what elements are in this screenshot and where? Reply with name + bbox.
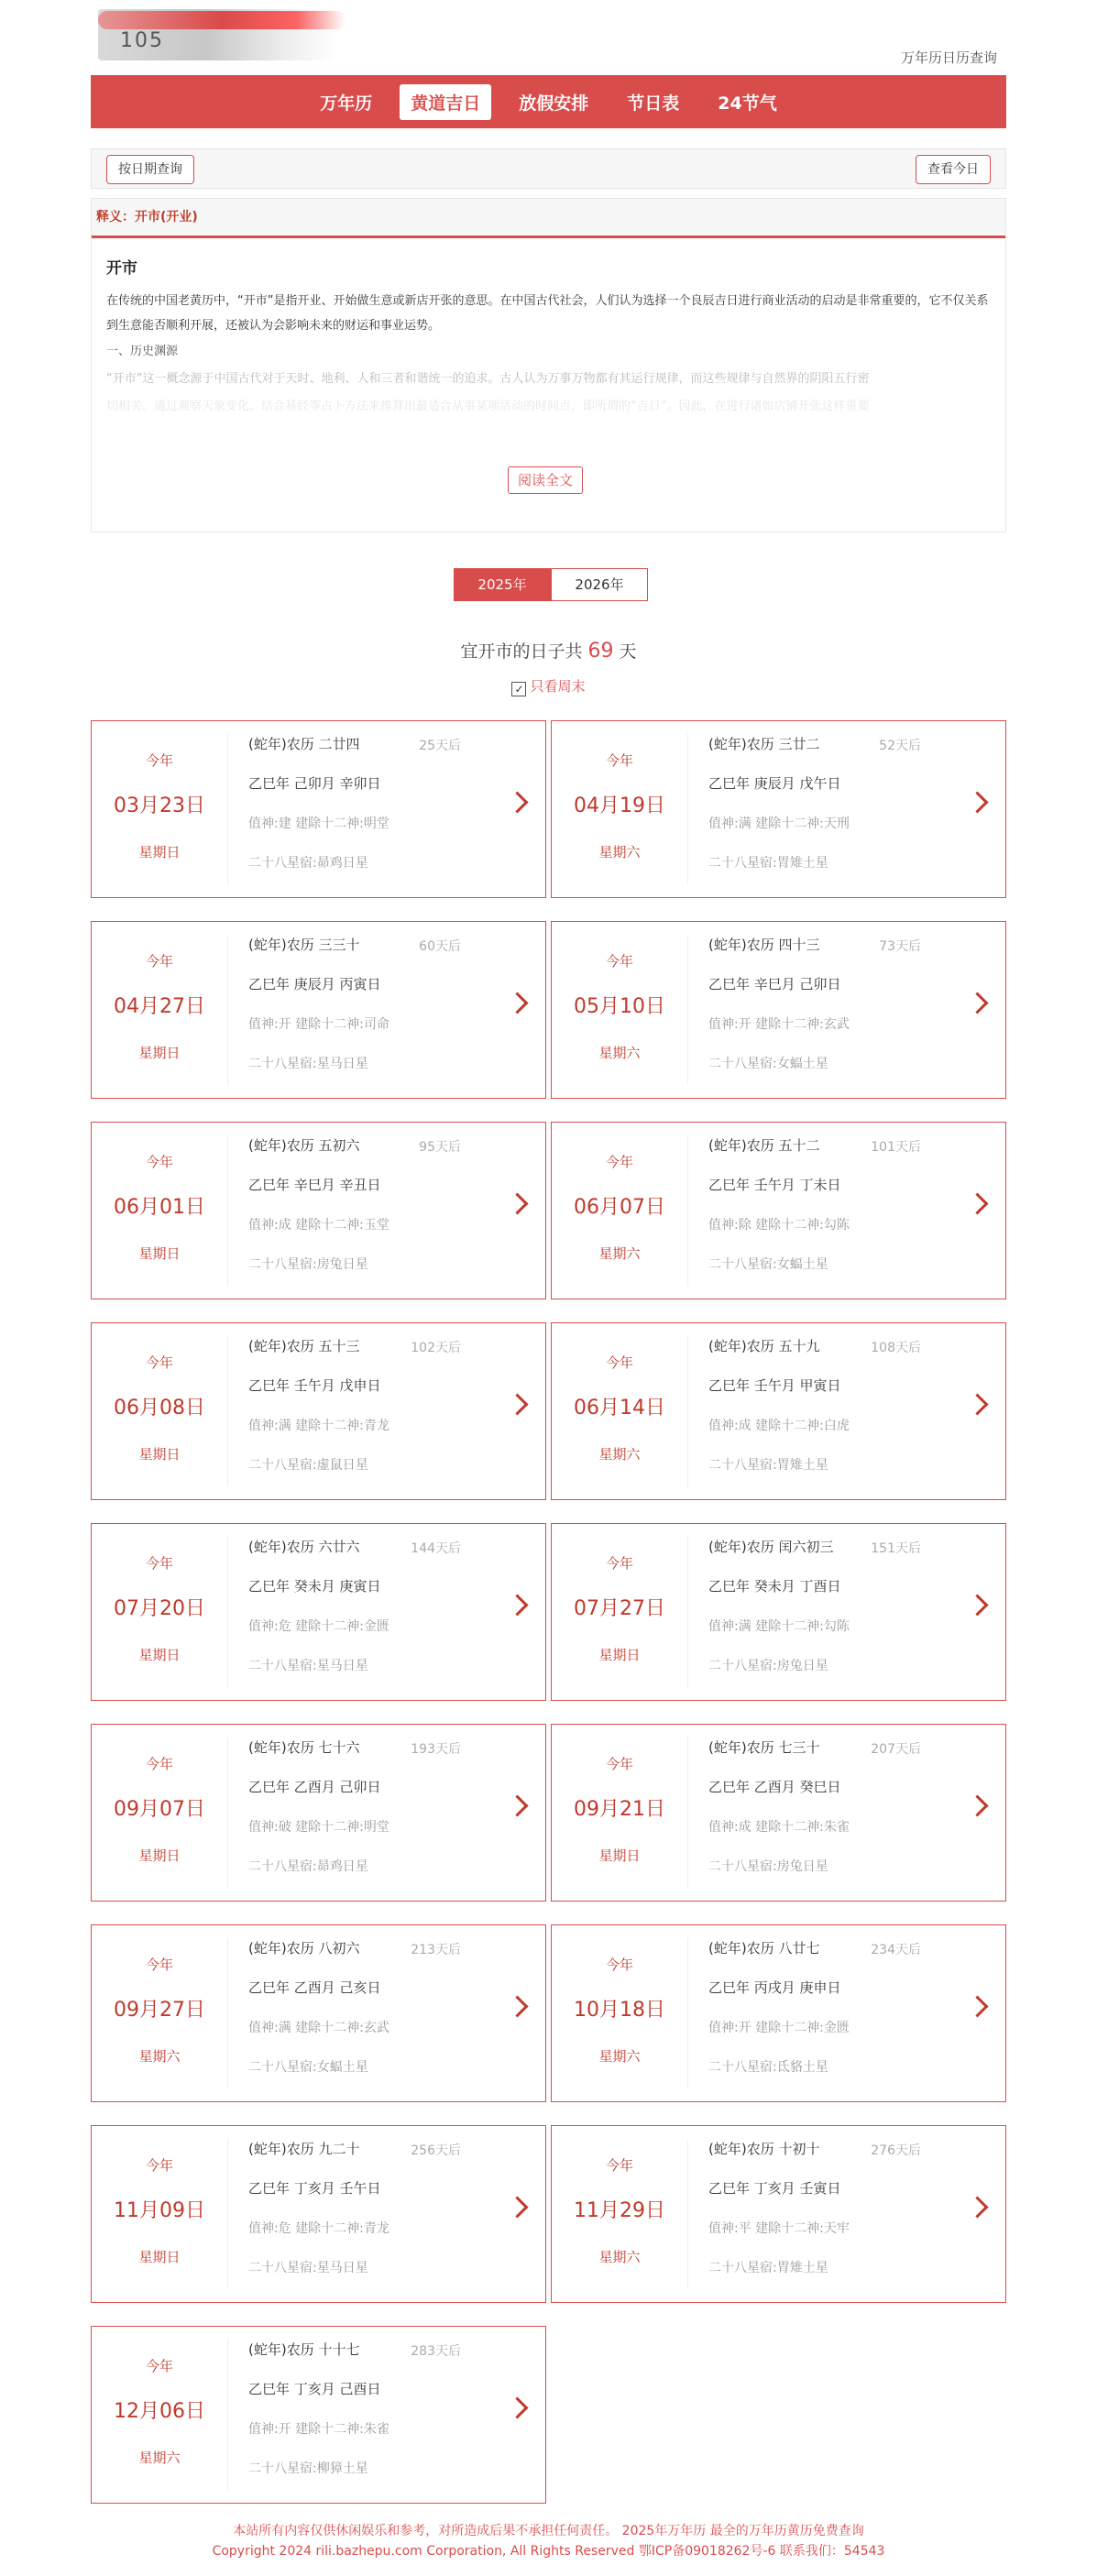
chevron-right-icon[interactable] — [966, 1794, 988, 1816]
site-subtitle: 万年历日历查询 — [900, 49, 997, 66]
card-weekday: 星期六 — [598, 1245, 641, 1262]
card-date-panel — [92, 734, 228, 884]
chevron-right-icon[interactable] — [966, 992, 988, 1014]
card-ganzhi: 乙巳年 辛巳月 辛丑日 — [248, 1177, 381, 1193]
card-zhishen: 值神:建 建除十二神:明堂 — [248, 817, 389, 831]
chevron-right-icon[interactable] — [506, 2396, 528, 2418]
card-weekday: 星期日 — [138, 1847, 181, 1864]
term-header: 释义：开市(开业) — [92, 199, 1005, 238]
card-ganzhi: 乙巳年 壬午月 甲寅日 — [708, 1377, 841, 1394]
card-xingxiu: 二十八星宿:星马日星 — [248, 1659, 368, 1673]
count-prefix: 宜开市的日子共 — [460, 641, 583, 662]
card-date: 04月27日 — [114, 995, 205, 1018]
card-lunar-date: (蛇年)农历 九二十 — [248, 2141, 360, 2157]
count-suffix: 天 — [619, 641, 637, 662]
card-ganzhi: 乙巳年 庚辰月 丙寅日 — [248, 976, 381, 992]
day-card[interactable] — [91, 1724, 546, 1902]
nav-item-festivals[interactable]: 节日表 — [627, 93, 680, 114]
card-xingxiu: 二十八星宿:胃雉土星 — [708, 856, 828, 871]
card-date: 03月23日 — [114, 795, 205, 817]
nav-item-wannianli[interactable]: 万年历 — [320, 93, 373, 114]
card-days-after: 144天后 — [411, 1541, 461, 1556]
card-xingxiu: 二十八星宿:房兔日星 — [708, 1859, 828, 1874]
card-days-after: 60天后 — [419, 939, 461, 954]
card-days-after: 193天后 — [411, 1742, 461, 1757]
card-zhishen: 值神:危 建除十二神:金匮 — [248, 1619, 389, 1634]
chevron-right-icon[interactable] — [506, 791, 528, 813]
card-zhishen: 值神:危 建除十二神:青龙 — [248, 2221, 389, 2236]
card-days-after: 101天后 — [871, 1140, 921, 1155]
card-lunar-date: (蛇年)农历 二廿四 — [248, 736, 360, 752]
card-weekday: 星期日 — [598, 1847, 641, 1864]
card-xingxiu: 二十八星宿:柳獐土星 — [248, 2461, 368, 2476]
card-weekday: 星期日 — [138, 1446, 181, 1463]
card-date: 05月10日 — [574, 995, 665, 1018]
card-date-panel — [552, 1135, 688, 1286]
view-today-button[interactable]: 查看今日 — [916, 155, 991, 184]
term-title: 开市 — [106, 259, 137, 278]
card-date-panel — [92, 1135, 228, 1286]
card-date: 06月07日 — [574, 1196, 665, 1219]
card-date-panel — [92, 1336, 228, 1486]
day-card[interactable] — [91, 2326, 546, 2504]
card-lunar-date: (蛇年)农历 五十二 — [708, 1137, 820, 1154]
card-ganzhi: 乙巳年 壬午月 丁未日 — [708, 1177, 841, 1193]
card-ganzhi: 乙巳年 丁亥月 己酉日 — [248, 2381, 381, 2397]
card-ganzhi: 乙巳年 丁亥月 壬午日 — [248, 2180, 381, 2197]
card-date-panel — [552, 734, 688, 884]
toolbar — [91, 148, 1006, 189]
site-logo[interactable] — [98, 9, 336, 60]
card-date-panel — [92, 935, 228, 1085]
tab-2025[interactable]: 2025年 — [454, 568, 551, 601]
day-card[interactable] — [91, 1523, 546, 1701]
day-card[interactable] — [551, 720, 1006, 898]
card-days-after: 256天后 — [411, 2143, 461, 2158]
card-date: 04月19日 — [574, 795, 665, 817]
card-ganzhi: 乙巳年 乙酉月 癸巳日 — [708, 1779, 841, 1795]
card-days-after: 213天后 — [411, 1943, 461, 1957]
chevron-right-icon[interactable] — [506, 1594, 528, 1616]
card-year: 今年 — [605, 1756, 633, 1772]
card-zhishen: 值神:满 建除十二神:天刑 — [708, 817, 850, 831]
card-year: 今年 — [605, 953, 633, 970]
card-zhishen: 值神:开 建除十二神:司命 — [248, 1017, 389, 1032]
card-weekday: 星期日 — [138, 1045, 181, 1061]
card-weekday: 星期六 — [138, 2048, 181, 2065]
footer-copyright: Copyright 2024 rili.bazhepu.com Corporation, All Rights Reserved 鄂ICP备09018262号-6 联系我们：54543 — [212, 2544, 885, 2559]
card-date: 06月08日 — [114, 1397, 205, 1420]
card-weekday: 星期日 — [598, 1647, 641, 1663]
card-lunar-date: (蛇年)农历 五十三 — [248, 1338, 360, 1354]
day-card[interactable] — [91, 921, 546, 1099]
card-weekday: 星期六 — [598, 2249, 641, 2265]
card-date-panel — [552, 1336, 688, 1486]
card-lunar-date: (蛇年)农历 八廿七 — [708, 1940, 820, 1957]
card-days-after: 25天后 — [419, 739, 461, 753]
logo-text: 105 — [120, 29, 164, 52]
card-date: 10月18日 — [574, 1999, 665, 2022]
card-zhishen: 值神:满 建除十二神:玄武 — [248, 2021, 389, 2035]
card-weekday: 星期六 — [598, 1446, 641, 1463]
card-year: 今年 — [605, 1354, 633, 1371]
card-date-panel — [552, 1537, 688, 1687]
card-year: 今年 — [605, 1154, 633, 1170]
tab-2026[interactable]: 2026年 — [551, 568, 648, 601]
card-year: 今年 — [145, 1354, 173, 1371]
term-explanation — [91, 198, 1006, 532]
card-date: 07月20日 — [114, 1597, 205, 1620]
year-tabs — [454, 568, 648, 601]
card-lunar-date: (蛇年)农历 三三十 — [248, 937, 360, 953]
card-weekday: 星期六 — [598, 2048, 641, 2065]
card-year: 今年 — [145, 1555, 173, 1572]
weekend-filter[interactable] — [91, 676, 1006, 696]
card-xingxiu: 二十八星宿:胃雉土星 — [708, 2261, 828, 2275]
card-weekday: 星期六 — [598, 1045, 641, 1061]
card-zhishen: 值神:成 建除十二神:玉堂 — [248, 1218, 389, 1233]
main-nav — [91, 75, 1006, 128]
card-lunar-date: (蛇年)农历 五初六 — [248, 1137, 360, 1154]
card-days-after: 283天后 — [411, 2344, 461, 2359]
chevron-right-icon[interactable] — [506, 1393, 528, 1415]
card-year: 今年 — [145, 953, 173, 970]
card-lunar-date: (蛇年)农历 十初十 — [708, 2141, 820, 2157]
card-ganzhi: 乙巳年 庚辰月 戊午日 — [708, 775, 841, 792]
footer — [0, 2521, 1097, 2561]
card-date-panel — [92, 1938, 228, 2088]
card-lunar-date: (蛇年)农历 五十九 — [708, 1338, 820, 1354]
chevron-right-icon[interactable] — [966, 1594, 988, 1616]
card-date-panel — [552, 2139, 688, 2289]
chevron-right-icon[interactable] — [506, 1995, 528, 2017]
card-ganzhi: 乙巳年 丁亥月 壬寅日 — [708, 2180, 841, 2197]
weekend-checkbox[interactable]: ✓ — [511, 682, 526, 696]
card-xingxiu: 二十八星宿:房兔日星 — [708, 1659, 828, 1673]
nav-item-huangdaojiri[interactable]: 黄道吉日 — [400, 84, 491, 120]
count-number: 69 — [587, 640, 614, 663]
card-zhishen: 值神:开 建除十二神:朱雀 — [248, 2422, 389, 2437]
day-card[interactable] — [91, 2125, 546, 2303]
card-year: 今年 — [605, 1555, 633, 1572]
term-paragraph: 在传统的中国老黄历中，“开市”是指开业、开始做生意或新店开张的意思。在中国古代社会，人们认为选择一个良辰吉日进行商业活动的启动是非常重要的，它不仅关系到生意能否顺利开展，还被认为会影响未来的财运和事业运势。 — [106, 294, 989, 333]
card-year: 今年 — [145, 752, 173, 769]
card-date: 07月27日 — [574, 1597, 665, 1620]
card-xingxiu: 二十八星宿:昴鸡日星 — [248, 1859, 368, 1874]
card-lunar-date: (蛇年)农历 六廿六 — [248, 1539, 360, 1555]
card-xingxiu: 二十八星宿:女蝠土星 — [248, 2060, 368, 2075]
card-zhishen: 值神:开 建除十二神:金匮 — [708, 2021, 850, 2035]
card-weekday: 星期六 — [598, 844, 641, 860]
day-card[interactable] — [551, 921, 1006, 1099]
day-card[interactable] — [551, 1724, 1006, 1902]
card-lunar-date: (蛇年)农历 四十三 — [708, 937, 820, 953]
card-lunar-date: (蛇年)农历 三廿二 — [708, 736, 820, 752]
card-year: 今年 — [145, 2157, 173, 2174]
chevron-right-icon[interactable] — [506, 2196, 528, 2218]
card-xingxiu: 二十八星宿:昴鸡日星 — [248, 856, 368, 871]
card-date-panel — [92, 1737, 228, 1888]
card-weekday: 星期六 — [138, 2450, 181, 2466]
day-count — [91, 638, 1006, 663]
chevron-right-icon[interactable] — [966, 1393, 988, 1415]
card-days-after: 276天后 — [871, 2143, 921, 2158]
card-year: 今年 — [145, 1756, 173, 1772]
card-date-panel — [92, 2340, 228, 2490]
card-xingxiu: 二十八星宿:虚鼠日星 — [248, 1458, 368, 1473]
card-weekday: 星期日 — [138, 844, 181, 860]
card-days-after: 73天后 — [879, 939, 921, 954]
card-year: 今年 — [145, 2358, 173, 2374]
card-date-panel — [552, 1938, 688, 2088]
card-ganzhi: 乙巳年 乙酉月 己亥日 — [248, 1979, 381, 1996]
day-card[interactable] — [551, 1122, 1006, 1299]
card-year: 今年 — [145, 1957, 173, 1973]
day-card[interactable] — [91, 1122, 546, 1299]
day-card[interactable] — [551, 1322, 1006, 1500]
card-zhishen: 值神:平 建除十二神:天牢 — [708, 2221, 850, 2236]
day-card[interactable] — [551, 1924, 1006, 2102]
card-xingxiu: 二十八星宿:女蝠土星 — [708, 1257, 828, 1272]
day-card[interactable] — [551, 2125, 1006, 2303]
term-faded-line: “开市”这一概念源于中国古代对于天时、地利、人和三者和谐统一的追求。古人认为万事万物都有其运行规律，而这些规律与自然界的阴阳五行密 — [106, 372, 870, 386]
card-zhishen: 值神:满 建除十二神:青龙 — [248, 1419, 389, 1433]
card-weekday: 星期日 — [138, 1245, 181, 1262]
card-xingxiu: 二十八星宿:胃雉土星 — [708, 1458, 828, 1473]
card-date: 09月21日 — [574, 1798, 665, 1821]
chevron-right-icon[interactable] — [506, 992, 528, 1014]
card-year: 今年 — [605, 752, 633, 769]
card-year: 今年 — [605, 1957, 633, 1973]
weekend-label[interactable]: 只看周末 — [530, 678, 586, 695]
card-zhishen: 值神:除 建除十二神:勾陈 — [708, 1218, 850, 1233]
card-ganzhi: 乙巳年 乙酉月 己卯日 — [248, 1779, 381, 1795]
card-xingxiu: 二十八星宿:房兔日星 — [248, 1257, 368, 1272]
card-date: 06月01日 — [114, 1196, 205, 1219]
card-weekday: 星期日 — [138, 1647, 181, 1663]
chevron-right-icon[interactable] — [506, 1794, 528, 1816]
card-lunar-date: (蛇年)农历 七十六 — [248, 1739, 360, 1756]
chevron-right-icon[interactable] — [966, 1995, 988, 2017]
card-days-after: 207天后 — [871, 1742, 921, 1757]
card-zhishen: 值神:成 建除十二神:白虎 — [708, 1419, 850, 1433]
read-full-button[interactable]: 阅读全文 — [508, 466, 583, 494]
card-lunar-date: (蛇年)农历 闰六初三 — [708, 1539, 834, 1555]
card-days-after: 95天后 — [419, 1140, 461, 1155]
card-xingxiu: 二十八星宿:氐貉土星 — [708, 2060, 828, 2075]
chevron-right-icon[interactable] — [966, 1192, 988, 1214]
card-zhishen: 值神:破 建除十二神:明堂 — [248, 1820, 389, 1835]
term-faded-line: 切相关。通过观察天象变化、结合易经等占卜方法来推算出最适合从事某项活动的时间点，即所谓的“吉日”。因此，在进行诸如店铺开张这样重要 — [106, 400, 870, 413]
card-lunar-date: (蛇年)农历 七三十 — [708, 1739, 820, 1756]
card-date: 11月29日 — [574, 2199, 665, 2222]
card-date-panel — [552, 1737, 688, 1888]
term-section-heading: 一、历史渊源 — [106, 345, 179, 358]
card-date: 06月14日 — [574, 1397, 665, 1420]
card-days-after: 151天后 — [871, 1541, 921, 1556]
card-date-panel — [552, 935, 688, 1085]
nav-item-solar-terms[interactable]: 24节气 — [718, 93, 777, 114]
day-card[interactable] — [91, 1322, 546, 1500]
nav-item-holidays[interactable]: 放假安排 — [519, 93, 589, 114]
card-ganzhi: 乙巳年 辛巳月 己卯日 — [708, 976, 841, 992]
card-date-panel — [92, 1537, 228, 1687]
card-xingxiu: 二十八星宿:星马日星 — [248, 2261, 368, 2275]
card-date: 12月06日 — [114, 2400, 205, 2423]
card-ganzhi: 乙巳年 己卯月 辛卯日 — [248, 775, 381, 792]
card-year: 今年 — [605, 2157, 633, 2174]
card-days-after: 234天后 — [871, 1943, 921, 1957]
chevron-right-icon[interactable] — [966, 2196, 988, 2218]
chevron-right-icon[interactable] — [966, 791, 988, 813]
card-ganzhi: 乙巳年 壬午月 戊申日 — [248, 1377, 381, 1394]
card-ganzhi: 乙巳年 丙戌月 庚申日 — [708, 1979, 841, 1996]
logo-redaction — [98, 11, 346, 29]
card-days-after: 108天后 — [871, 1341, 921, 1355]
card-zhishen: 值神:满 建除十二神:勾陈 — [708, 1619, 850, 1634]
card-date: 09月07日 — [114, 1798, 205, 1821]
card-lunar-date: (蛇年)农历 十十七 — [248, 2341, 360, 2358]
card-zhishen: 值神:开 建除十二神:玄武 — [708, 1017, 850, 1032]
card-date-panel — [92, 2139, 228, 2289]
card-weekday: 星期日 — [138, 2249, 181, 2265]
card-date: 11月09日 — [114, 2199, 205, 2222]
card-date: 09月27日 — [114, 1999, 205, 2022]
card-days-after: 52天后 — [879, 739, 921, 753]
day-card[interactable] — [91, 720, 546, 898]
card-xingxiu: 二十八星宿:星马日星 — [248, 1057, 368, 1071]
card-ganzhi: 乙巳年 癸未月 丁酉日 — [708, 1578, 841, 1595]
card-lunar-date: (蛇年)农历 八初六 — [248, 1940, 360, 1957]
query-by-date-button[interactable]: 按日期查询 — [106, 155, 194, 184]
card-xingxiu: 二十八星宿:女蝠土星 — [708, 1057, 828, 1071]
day-card[interactable] — [551, 1523, 1006, 1701]
card-days-after: 102天后 — [411, 1341, 461, 1355]
day-card[interactable] — [91, 1924, 546, 2102]
card-ganzhi: 乙巳年 癸未月 庚寅日 — [248, 1578, 381, 1595]
footer-disclaimer: 本站所有内容仅供休闲娱乐和参考，对所造成后果不承担任何责任。 2025年万年历 最全的万年历黄历免费查询 — [233, 2524, 864, 2538]
card-year: 今年 — [145, 1154, 173, 1170]
card-zhishen: 值神:成 建除十二神:朱雀 — [708, 1820, 850, 1835]
chevron-right-icon[interactable] — [506, 1192, 528, 1214]
